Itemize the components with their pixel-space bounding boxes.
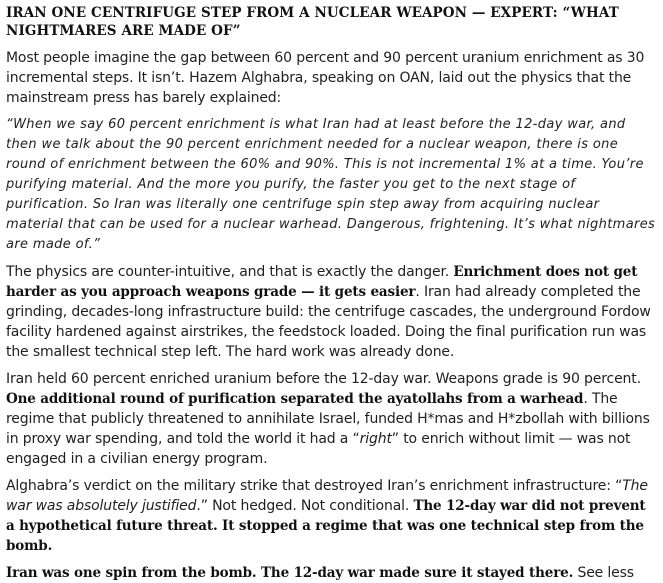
paragraph-enrichment-tail: ” to enrich without limit — was not engaged in a civilian energy program. [6,431,631,467]
paragraph-verdict-middle: .” Not hedged. Not conditional. [196,498,414,514]
paragraph-verdict [6,476,657,556]
paragraph-intro: Most people imagine the gap between 60 percent and 90 percent uranium enrichment as 30 incremental steps. It isn’t. Hazem Alghabra, speaking on OAN, laid out the physics that the mainstream press has barely explained: [6,50,645,106]
paragraph-verdict-quote: The war was absolutely justified [6,478,648,514]
paragraph-enrichment [6,369,657,469]
article-headline: IRAN ONE CENTRIFUGE STEP FROM A NUCLEAR WEAPON — EXPERT: “WHAT NIGHTMARES ARE MADE OF” [6,5,619,39]
paragraph-enrichment-emphasis: One additional round of purification separated the ayatollahs from a warhead [6,391,584,407]
paragraph-verdict-lead: Alghabra’s verdict on the military strike that destroyed Iran’s enrichment infrastructure: “ [6,478,623,494]
paragraph-enrichment-right: right [359,431,392,447]
paragraph-physics-emphasis: Enrichment does not get harder as you approach weapons grade — it gets easier [6,264,638,300]
paragraph-conclusion [6,563,657,583]
paragraph-verdict-emphasis: The 12-day war did not prevent a hypothetical future threat. It stopped a regime that was one technical step from the bomb. [6,498,646,554]
paragraph-enrichment-lead: Iran held 60 percent enriched uranium before the 12-day war. Weapons grade is 90 percent. [6,371,641,387]
paragraph-physics-body: . Iran had already completed the grinding, decades-long infrastructure build: the centrifuge cascades, the underground Fordow facility hardened against airstrikes, the feedstock loaded. Doing the final purification run was the smallest technical step left. The hard work was already done. [6,284,651,360]
paragraph-physics-lead: The physics are counter-intuitive, and that is exactly the danger. [6,264,454,280]
paragraph-enrichment-body: . The regime that publicly threatened to annihilate Israel, funded H*mas and H*zbollah with billions in proxy war spending, and told the world it had a “ [6,391,650,447]
expert-quote: “When we say 60 percent enrichment is what Iran had at least before the 12-day war, and then we talk about the 90 percent enrichment needed for a nuclear weapon, there is one round of enrichment between the 60% and 90%. This is not incremental 1% at a time. You’re purifying material. And the more you purify, the faster you get to the next stage of purification. So Iran was literally one centrifuge spin step away from acquiring nuclear material that can be used for a nuclear warhead. Dangerous, frightening. It’s what nightmares are made of.” [6,117,656,252]
paragraph-conclusion-emphasis: Iran was one spin from the bomb. The 12-day war made sure it stayed there. [6,565,574,581]
paragraph-physics [6,262,657,362]
see-less-link[interactable]: See less [573,565,634,581]
